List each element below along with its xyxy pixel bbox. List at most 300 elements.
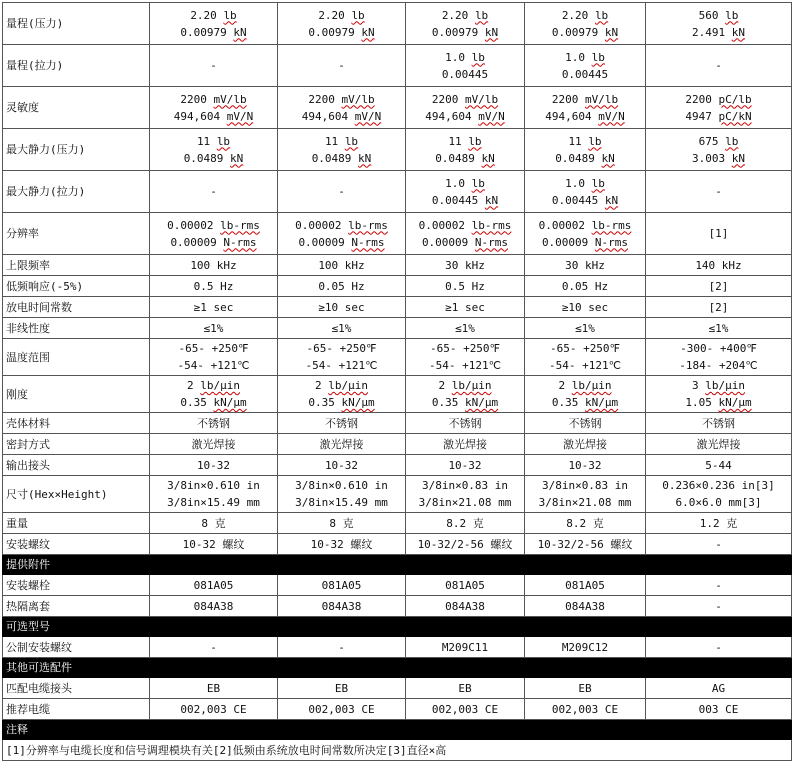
cell-line: 0.0489 kN xyxy=(311,151,372,165)
table-row xyxy=(3,3,792,45)
unit-text: kN xyxy=(484,25,499,39)
table-cell xyxy=(406,678,525,699)
table-row xyxy=(3,297,792,318)
cell-line: ≤1% xyxy=(203,321,224,335)
table-row xyxy=(3,596,792,617)
table-row xyxy=(3,575,792,596)
table-cell xyxy=(646,339,792,376)
table-cell xyxy=(525,339,646,376)
table-cell xyxy=(525,376,646,413)
cell-line: 0.0489 kN xyxy=(183,151,244,165)
cell-line: -54- +121℃ xyxy=(177,359,250,372)
row-label: 量程(拉力) xyxy=(3,45,150,87)
row-label: 温度范围 xyxy=(3,339,150,376)
section-title: 提供附件 xyxy=(3,555,792,575)
unit-text: kN xyxy=(481,151,495,165)
section-header-row xyxy=(3,658,792,678)
table-cell xyxy=(525,171,646,213)
cell-line: 2200 mV/lb xyxy=(180,92,247,106)
table-cell xyxy=(150,455,278,476)
table-cell xyxy=(406,297,525,318)
table-cell xyxy=(150,678,278,699)
table-cell xyxy=(525,434,646,455)
table-cell xyxy=(406,534,525,555)
table-row xyxy=(3,129,792,171)
cell-line: 1.2 克 xyxy=(699,516,738,530)
row-label: 重量 xyxy=(3,513,150,534)
unit-text: lb xyxy=(725,8,739,22)
table-cell xyxy=(278,318,406,339)
unit-text: lb xyxy=(591,50,605,64)
cell-line: 3/8in×0.83 in xyxy=(421,479,509,492)
cell-line: - xyxy=(338,59,345,72)
table-cell xyxy=(150,575,278,596)
cell-line: 不锈钢 xyxy=(702,416,735,430)
unit-text: mV/lb xyxy=(585,92,619,106)
cell-line: 1.0 lb xyxy=(565,50,605,64)
cell-line: 0.00002 lb-rms xyxy=(538,218,632,232)
cell-line: 0.0489 kN xyxy=(435,151,495,165)
table-cell xyxy=(406,45,525,87)
cell-line: 2.20 lb xyxy=(561,8,609,22)
cell-line: - xyxy=(715,185,722,198)
section-title: 注释 xyxy=(3,720,792,740)
cell-line: 2.20 lb xyxy=(441,8,489,22)
cell-line: 10-32/2-56 螺纹 xyxy=(537,537,633,551)
cell-line: 002,003 CE xyxy=(431,702,499,716)
cell-line: 084A38 xyxy=(445,599,485,613)
cell-line: 0.00002 lb-rms xyxy=(167,218,260,232)
table-row xyxy=(3,699,792,720)
table-cell xyxy=(406,3,525,45)
cell-line: 3/8in×21.08 mm xyxy=(538,496,632,509)
cell-line: 2200 mV/lb xyxy=(431,92,499,106)
table-cell xyxy=(150,476,278,513)
cell-line: 5-44 xyxy=(705,458,732,472)
row-label: 尺寸(Hex×Height) xyxy=(3,476,150,513)
table-cell xyxy=(646,318,792,339)
table-cell xyxy=(150,596,278,617)
table-cell xyxy=(150,255,278,276)
table-cell xyxy=(525,45,646,87)
cell-line: 002,003 CE xyxy=(551,702,619,716)
unit-text: lb-rms xyxy=(348,218,388,232)
cell-line: ≤1% xyxy=(575,321,595,335)
unit-text: mV/N xyxy=(478,109,505,123)
cell-line: 081A05 xyxy=(321,578,362,592)
table-cell xyxy=(406,434,525,455)
unit-text: kN xyxy=(604,193,619,207)
table-cell xyxy=(278,434,406,455)
table-cell xyxy=(150,339,278,376)
cell-line: M209C12 xyxy=(561,640,609,654)
cell-line: 激光焊接 xyxy=(191,437,236,451)
unit-text: mV/lb xyxy=(341,92,375,106)
cell-line: 11 lb xyxy=(196,134,231,148)
table-cell xyxy=(646,255,792,276)
table-cell xyxy=(525,413,646,434)
section-header-row xyxy=(3,555,792,575)
cell-line: 0.35 kN/μm xyxy=(551,396,619,409)
table-cell xyxy=(278,596,406,617)
table-cell xyxy=(525,129,646,171)
table-cell xyxy=(525,276,646,297)
table-cell xyxy=(646,596,792,617)
table-cell xyxy=(150,87,278,129)
cell-line: 激光焊接 xyxy=(563,437,607,451)
cell-line: ≤1% xyxy=(331,321,352,335)
cell-line: 0.5 Hz xyxy=(193,279,234,293)
cell-line: 3/8in×15.49 mm xyxy=(167,496,260,509)
cell-line: 2 lb/μin xyxy=(558,379,612,392)
cell-line: 0.5 Hz xyxy=(445,279,485,293)
table-cell xyxy=(525,297,646,318)
table-cell xyxy=(278,699,406,720)
unit-text: N-rms xyxy=(223,235,257,249)
table-cell xyxy=(525,513,646,534)
cell-line: 3/8in×21.08 mm xyxy=(418,496,512,509)
cell-line: 2 lb/μin xyxy=(315,379,368,392)
table-cell xyxy=(278,129,406,171)
cell-line: 081A05 xyxy=(193,578,234,592)
cell-line: 0.00979 kN xyxy=(431,25,499,39)
cell-line: 0.00979 kN xyxy=(180,25,247,39)
row-label: 灵敏度 xyxy=(3,87,150,129)
cell-line: - xyxy=(715,640,722,654)
cell-line: 002,003 CE xyxy=(308,702,375,716)
cell-line: 1.0 lb xyxy=(445,50,485,64)
table-cell xyxy=(525,455,646,476)
cell-line: 11 lb xyxy=(324,134,359,148)
unit-text: mV/lb xyxy=(213,92,247,106)
row-label: 输出接头 xyxy=(3,455,150,476)
table-cell xyxy=(406,87,525,129)
cell-line: 0.35 kN/μm xyxy=(180,396,247,409)
table-row xyxy=(3,87,792,129)
unit-text: mV/N xyxy=(598,109,625,123)
cell-line: 30 kHz xyxy=(445,258,485,272)
cell-line: 3 lb/μin xyxy=(692,379,745,392)
unit-text: lb-rms xyxy=(471,218,512,232)
cell-line: 0.00009 N-rms xyxy=(541,235,629,249)
cell-line: 0.00002 lb-rms xyxy=(418,218,512,232)
table-cell xyxy=(406,596,525,617)
cell-line: 10-32 xyxy=(568,458,602,472)
table-row xyxy=(3,534,792,555)
table-cell xyxy=(646,455,792,476)
row-label: 匹配电缆接头 xyxy=(3,678,150,699)
cell-line: -54- +121℃ xyxy=(549,359,621,372)
cell-line: -65- +250℉ xyxy=(178,342,249,355)
unit-text: mV/lb xyxy=(465,92,499,106)
unit-text: kN xyxy=(358,151,372,165)
unit-text: lb-rms xyxy=(591,218,632,232)
cell-line: 4947 pC/kN xyxy=(685,109,752,123)
cell-line: 2 lb/μin xyxy=(438,379,492,392)
unit-text: lb/μin xyxy=(451,379,492,392)
cell-line: - xyxy=(715,537,722,551)
table-cell xyxy=(278,171,406,213)
unit-text: lb xyxy=(471,176,485,190)
cell-line: -65- +250℉ xyxy=(549,342,621,355)
cell-line: 2200 mV/lb xyxy=(551,92,619,106)
cell-line: 003 CE xyxy=(698,702,739,716)
unit-text: lb/μin xyxy=(705,379,745,392)
cell-line: 2200 pC/lb xyxy=(685,92,752,106)
cell-line: 10-32 xyxy=(448,458,482,472)
cell-line: 084A38 xyxy=(321,599,362,613)
row-label: 非线性度 xyxy=(3,318,150,339)
cell-line: 2 lb/μin xyxy=(187,379,240,392)
unit-text: lb xyxy=(471,50,485,64)
unit-text: kN/μm xyxy=(585,396,619,409)
unit-text: lb xyxy=(591,176,605,190)
table-cell xyxy=(150,171,278,213)
cell-line: 100 kHz xyxy=(318,258,365,272)
cell-line: EB xyxy=(458,681,472,695)
unit-text: lb xyxy=(468,134,482,148)
table-row xyxy=(3,213,792,255)
table-cell xyxy=(278,276,406,297)
cell-line: 0.00002 lb-rms xyxy=(295,218,388,232)
table-cell xyxy=(406,637,525,658)
unit-text: lb xyxy=(594,8,609,22)
section-title: 其他可选配件 xyxy=(3,658,792,678)
cell-line: 8 克 xyxy=(329,516,354,530)
unit-text: lb xyxy=(588,134,602,148)
table-cell xyxy=(646,171,792,213)
cell-line: 1.05 kN/μm xyxy=(685,396,752,409)
table-row xyxy=(3,434,792,455)
table-cell xyxy=(150,513,278,534)
table-cell xyxy=(406,213,525,255)
table-cell xyxy=(406,276,525,297)
table-cell xyxy=(278,413,406,434)
table-row xyxy=(3,455,792,476)
table-cell xyxy=(525,3,646,45)
table-cell xyxy=(646,575,792,596)
cell-line: 002,003 CE xyxy=(180,702,247,716)
table-cell xyxy=(525,596,646,617)
table-row xyxy=(3,255,792,276)
unit-text: kN xyxy=(601,151,615,165)
cell-line: 6.0×6.0 mm[3] xyxy=(675,496,762,509)
table-cell xyxy=(150,45,278,87)
unit-text: N-rms xyxy=(474,235,509,249)
unit-text: lb/μin xyxy=(571,379,612,392)
table-cell xyxy=(150,434,278,455)
row-label: 最大静力(拉力) xyxy=(3,171,150,213)
cell-line: 494,604 mV/N xyxy=(545,109,625,123)
row-label: 安装螺纹 xyxy=(3,534,150,555)
table-cell xyxy=(646,297,792,318)
row-label: 上限频率 xyxy=(3,255,150,276)
table-cell xyxy=(525,87,646,129)
cell-line: 0.35 kN/μm xyxy=(431,396,499,409)
table-cell xyxy=(646,513,792,534)
table-cell xyxy=(646,45,792,87)
table-cell xyxy=(525,575,646,596)
cell-line: 2.20 lb xyxy=(190,8,237,22)
table-cell xyxy=(278,455,406,476)
cell-line: 0.00445 xyxy=(561,67,609,81)
cell-line: -65- +250℉ xyxy=(306,342,377,355)
table-row xyxy=(3,637,792,658)
cell-line: 0.00979 kN xyxy=(308,25,375,39)
table-row xyxy=(3,413,792,434)
cell-line: - xyxy=(715,578,722,592)
cell-line: 3/8in×15.49 mm xyxy=(295,496,388,509)
cell-line: 140 kHz xyxy=(695,258,742,272)
table-cell xyxy=(278,213,406,255)
table-cell xyxy=(406,376,525,413)
cell-line: ≥10 sec xyxy=(318,300,365,314)
unit-text: kN/μm xyxy=(213,396,247,409)
table-cell xyxy=(278,3,406,45)
unit-text: lb-rms xyxy=(220,218,260,232)
section-header-row xyxy=(3,720,792,740)
table-cell xyxy=(406,129,525,171)
unit-text: pC/lb xyxy=(718,92,752,106)
cell-line: 不锈钢 xyxy=(448,416,482,430)
table-cell xyxy=(406,455,525,476)
table-cell xyxy=(406,476,525,513)
unit-text: kN/μm xyxy=(718,396,752,409)
unit-text: lb xyxy=(351,8,365,22)
cell-line: 不锈钢 xyxy=(197,416,230,430)
cell-line: 0.00009 N-rms xyxy=(170,235,257,249)
cell-line: 2.20 lb xyxy=(318,8,365,22)
table-cell xyxy=(646,276,792,297)
table-row xyxy=(3,318,792,339)
row-label: 低频响应(-5%) xyxy=(3,276,150,297)
cell-line: 0.05 Hz xyxy=(318,279,365,293)
cell-line: 2200 mV/lb xyxy=(308,92,375,106)
unit-text: lb xyxy=(223,8,237,22)
cell-line: 激光焊接 xyxy=(443,437,487,451)
cell-line: - xyxy=(210,59,217,72)
table-cell xyxy=(150,318,278,339)
cell-line: 081A05 xyxy=(445,578,485,592)
row-label: 热隔离套 xyxy=(3,596,150,617)
table-cell xyxy=(525,213,646,255)
cell-line: -65- +250℉ xyxy=(429,342,501,355)
table-cell xyxy=(525,476,646,513)
cell-line: 0.05 Hz xyxy=(561,279,609,293)
row-label: 密封方式 xyxy=(3,434,150,455)
table-cell xyxy=(150,413,278,434)
cell-line: 0.00445 kN xyxy=(431,193,499,207)
notes-text: [1]分辨率与电缆长度和信号调理模块有关[2]低频由系统放电时间常数所决定[3]直径×高 xyxy=(3,740,792,761)
cell-line: 560 lb xyxy=(698,8,739,22)
table-cell xyxy=(406,255,525,276)
table-cell xyxy=(278,513,406,534)
unit-text: kN xyxy=(484,193,499,207)
spec-table xyxy=(2,2,792,761)
cell-line: M209C11 xyxy=(441,640,489,654)
table-cell xyxy=(646,87,792,129)
cell-line: 2.491 kN xyxy=(692,25,745,39)
unit-text: N-rms xyxy=(351,235,385,249)
row-label: 分辨率 xyxy=(3,213,150,255)
cell-line: 0.00009 N-rms xyxy=(298,235,385,249)
unit-text: kN/μm xyxy=(341,396,375,409)
cell-line: 0.00009 N-rms xyxy=(421,235,509,249)
cell-line: 11 lb xyxy=(448,134,482,148)
table-cell xyxy=(278,87,406,129)
table-cell xyxy=(646,129,792,171)
cell-line: [1] xyxy=(708,227,729,240)
table-row xyxy=(3,339,792,376)
table-cell xyxy=(150,534,278,555)
table-cell xyxy=(646,534,792,555)
cell-line: 100 kHz xyxy=(190,258,237,272)
table-cell xyxy=(406,339,525,376)
table-cell xyxy=(278,297,406,318)
cell-line: ≤1% xyxy=(455,321,475,335)
cell-line: [2] xyxy=(708,279,729,293)
cell-line: 30 kHz xyxy=(565,258,605,272)
table-cell xyxy=(646,376,792,413)
table-cell xyxy=(150,637,278,658)
cell-line: 11 lb xyxy=(568,134,602,148)
unit-text: kN xyxy=(731,151,745,165)
unit-text: lb xyxy=(474,8,489,22)
cell-line: ≤1% xyxy=(708,321,729,335)
cell-line: 084A38 xyxy=(193,599,234,613)
table-cell xyxy=(525,534,646,555)
row-label: 壳体材料 xyxy=(3,413,150,434)
cell-line: 3.003 kN xyxy=(692,151,745,165)
cell-line: 1.0 lb xyxy=(565,176,605,190)
cell-line: 494,604 mV/N xyxy=(173,109,254,123)
unit-text: lb/μin xyxy=(200,379,240,392)
unit-text: kN xyxy=(731,25,745,39)
cell-line: 3/8in×0.83 in xyxy=(541,479,629,492)
table-cell xyxy=(646,3,792,45)
table-cell xyxy=(150,276,278,297)
table-cell xyxy=(278,534,406,555)
cell-line: 10-32 螺纹 xyxy=(310,537,373,551)
table-cell xyxy=(278,476,406,513)
table-cell xyxy=(150,297,278,318)
unit-text: kN/μm xyxy=(465,396,499,409)
cell-line: 0.00445 xyxy=(441,67,489,81)
table-cell xyxy=(406,575,525,596)
table-cell xyxy=(525,318,646,339)
table-cell xyxy=(278,255,406,276)
unit-text: lb/μin xyxy=(328,379,368,392)
row-label: 推荐电缆 xyxy=(3,699,150,720)
table-cell xyxy=(406,513,525,534)
unit-text: lb xyxy=(216,134,231,148)
cell-line: 不锈钢 xyxy=(568,416,602,430)
cell-line: 10-32/2-56 螺纹 xyxy=(417,537,513,551)
unit-text: lb xyxy=(344,134,359,148)
row-label: 公制安装螺纹 xyxy=(3,637,150,658)
table-row xyxy=(3,171,792,213)
cell-line: 激光焊接 xyxy=(319,437,364,451)
cell-line: ≥1 sec xyxy=(193,300,234,314)
cell-line: 10-32 螺纹 xyxy=(182,537,245,551)
notes-row xyxy=(3,740,792,761)
cell-line: - xyxy=(715,599,722,613)
table-cell xyxy=(646,678,792,699)
table-cell xyxy=(646,699,792,720)
table-cell xyxy=(525,699,646,720)
table-cell xyxy=(150,699,278,720)
cell-line: EB xyxy=(334,681,349,695)
